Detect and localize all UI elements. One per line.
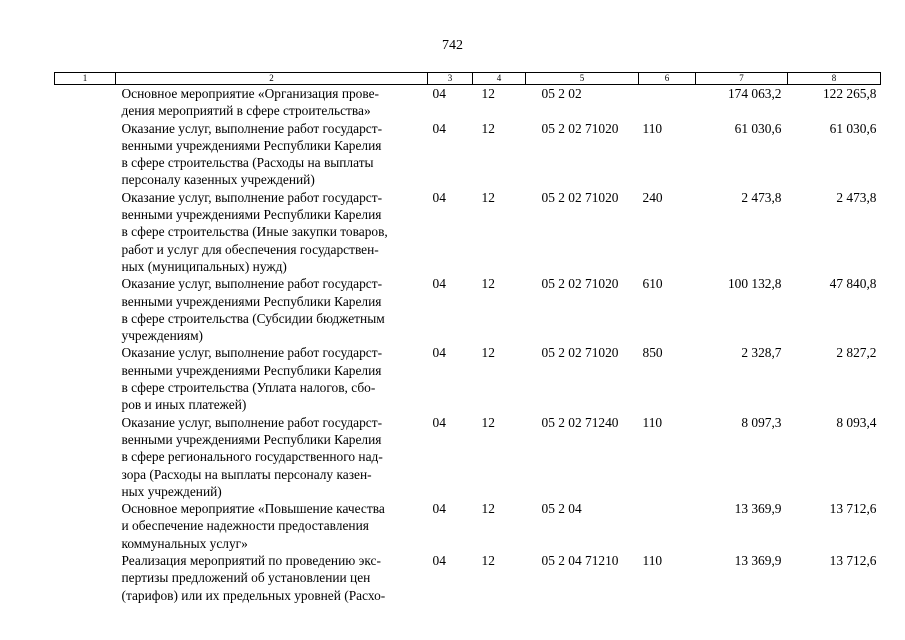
amount-year-1: 8 097,3 <box>741 414 782 430</box>
expense-type-code: 110 <box>642 120 663 136</box>
description-line: персоналу казенных учреждений) <box>121 172 315 188</box>
amount-year-2: 47 840,8 <box>829 276 877 292</box>
target-item-code: 05 2 02 71020 <box>541 345 619 361</box>
column-header-8: 8 <box>788 73 881 85</box>
column-header-3: 3 <box>428 73 473 85</box>
table-row <box>55 275 881 344</box>
section-code: 04 <box>432 120 446 136</box>
description-line: в сфере регионального государственного над- <box>121 449 383 465</box>
amount-year-1: 100 132,8 <box>727 276 782 292</box>
table-row <box>55 414 881 500</box>
description-line: ров и иных платежей) <box>121 397 247 413</box>
expense-type-code: 110 <box>642 553 663 569</box>
description-line: венными учреждениями Республики Карелия <box>121 207 382 223</box>
row-description <box>116 344 428 413</box>
column-header-6: 6 <box>639 73 696 85</box>
subsection-code: 12 <box>481 86 495 101</box>
amount-year-2: 13 712,6 <box>829 501 877 517</box>
expense-type-code: 110 <box>642 414 663 430</box>
expense-type-code: 610 <box>642 276 663 292</box>
description-line: Оказание услуг, выполнение работ государст- <box>121 189 383 205</box>
target-item-code: 05 2 04 <box>541 501 582 517</box>
description-line: в сфере строительства (Субсидии бюджетным <box>121 310 385 326</box>
amount-year-1: 61 030,6 <box>734 120 782 136</box>
amount-year-1: 13 369,9 <box>734 553 782 569</box>
expense-type-code <box>639 85 696 120</box>
section-code: 04 <box>432 553 446 569</box>
section-code: 04 <box>432 501 446 517</box>
subsection-code: 12 <box>481 276 495 292</box>
description-line: Оказание услуг, выполнение работ государст- <box>121 276 383 292</box>
table-row <box>55 552 881 604</box>
description-line: в сфере строительства (Уплата налогов, сбо- <box>121 380 376 396</box>
column-header-7: 7 <box>696 73 788 85</box>
amount-year-2: 122 265,8 <box>822 86 877 101</box>
subsection-code: 12 <box>481 553 495 569</box>
budget-table <box>54 72 881 604</box>
amount-year-2: 61 030,6 <box>829 120 877 136</box>
expense-type-code: 850 <box>642 345 663 361</box>
amount-year-2: 8 093,4 <box>836 414 877 430</box>
description-line: и обеспечение надежности предоставления <box>121 518 369 534</box>
target-item-code: 05 2 02 71020 <box>541 189 619 205</box>
description-line: Оказание услуг, выполнение работ государст- <box>121 345 383 361</box>
table-row <box>55 85 881 120</box>
amount-year-2: 13 712,6 <box>829 553 877 569</box>
cell-col-1 <box>55 344 116 413</box>
amount-year-1: 174 063,2 <box>727 86 782 101</box>
description-line: венными учреждениями Республики Карелия <box>121 293 382 309</box>
amount-year-2: 2 473,8 <box>836 189 877 205</box>
column-header-5: 5 <box>526 73 639 85</box>
row-description <box>116 85 428 120</box>
column-header-2: 2 <box>116 73 428 85</box>
description-line: учреждениям) <box>121 328 204 344</box>
description-line: венными учреждениями Республики Карелия <box>121 137 382 153</box>
description-line: венными учреждениями Республики Карелия <box>121 362 382 378</box>
subsection-code: 12 <box>481 345 495 361</box>
page-number: 742 <box>442 38 463 53</box>
description-line: дения мероприятий в сфере строительства» <box>121 103 371 119</box>
row-description <box>116 275 428 344</box>
cell-col-1 <box>55 500 116 552</box>
expense-type-code <box>639 500 696 552</box>
column-number-header-row <box>55 73 881 85</box>
table-body <box>55 85 881 604</box>
description-line: Основное мероприятие «Организация прове- <box>121 86 380 101</box>
table-row <box>55 189 881 275</box>
amount-year-1: 2 328,7 <box>741 345 782 361</box>
target-item-code: 05 2 02 71240 <box>541 414 619 430</box>
description-line: коммунальных услуг» <box>121 535 248 551</box>
description-line: ных учреждений) <box>121 483 222 499</box>
row-description <box>116 189 428 275</box>
column-header-4: 4 <box>473 73 526 85</box>
description-line: Реализация мероприятий по проведению экс- <box>121 553 381 569</box>
amount-year-1: 13 369,9 <box>734 501 782 517</box>
description-line: в сфере строительства (Иные закупки товаров, <box>121 224 388 240</box>
description-line: (тарифов) или их предельных уровней (Расхо- <box>121 587 386 603</box>
subsection-code: 12 <box>481 414 495 430</box>
row-description <box>116 414 428 500</box>
subsection-code: 12 <box>481 501 495 517</box>
cell-col-1 <box>55 275 116 344</box>
cell-col-1 <box>55 120 116 189</box>
description-line: Оказание услуг, выполнение работ государст- <box>121 120 383 136</box>
expense-type-code: 240 <box>642 189 663 205</box>
section-code: 04 <box>432 414 446 430</box>
description-line: венными учреждениями Республики Карелия <box>121 431 382 447</box>
section-code: 04 <box>432 276 446 292</box>
subsection-code: 12 <box>481 189 495 205</box>
description-line: пертизы предложений об установлении цен <box>121 570 371 586</box>
description-line: Оказание услуг, выполнение работ государст- <box>121 414 383 430</box>
section-code: 04 <box>432 345 446 361</box>
description-line: Основное мероприятие «Повышение качества <box>121 501 385 517</box>
cell-col-1 <box>55 552 116 604</box>
subsection-code: 12 <box>481 120 495 136</box>
target-item-code: 05 2 04 71210 <box>541 553 619 569</box>
description-line: работ и услуг для обеспечения государствен- <box>121 241 379 257</box>
cell-col-1 <box>55 189 116 275</box>
target-item-code: 05 2 02 71020 <box>541 120 619 136</box>
target-item-code: 05 2 02 <box>541 86 582 101</box>
table-row <box>55 500 881 552</box>
cell-col-1 <box>55 414 116 500</box>
table-row <box>55 344 881 413</box>
description-line: зора (Расходы на выплаты персоналу казен- <box>121 466 372 482</box>
column-header-1: 1 <box>55 73 116 85</box>
row-description <box>116 500 428 552</box>
amount-year-2: 2 827,2 <box>836 345 877 361</box>
target-item-code: 05 2 02 71020 <box>541 276 619 292</box>
cell-col-1 <box>55 85 116 120</box>
section-code: 04 <box>432 86 446 101</box>
table-row <box>55 120 881 189</box>
row-description <box>116 552 428 604</box>
row-description <box>116 120 428 189</box>
section-code: 04 <box>432 189 446 205</box>
description-line: ных (муниципальных) нужд) <box>121 258 287 274</box>
amount-year-1: 2 473,8 <box>741 189 782 205</box>
description-line: в сфере строительства (Расходы на выплаты <box>121 155 374 171</box>
